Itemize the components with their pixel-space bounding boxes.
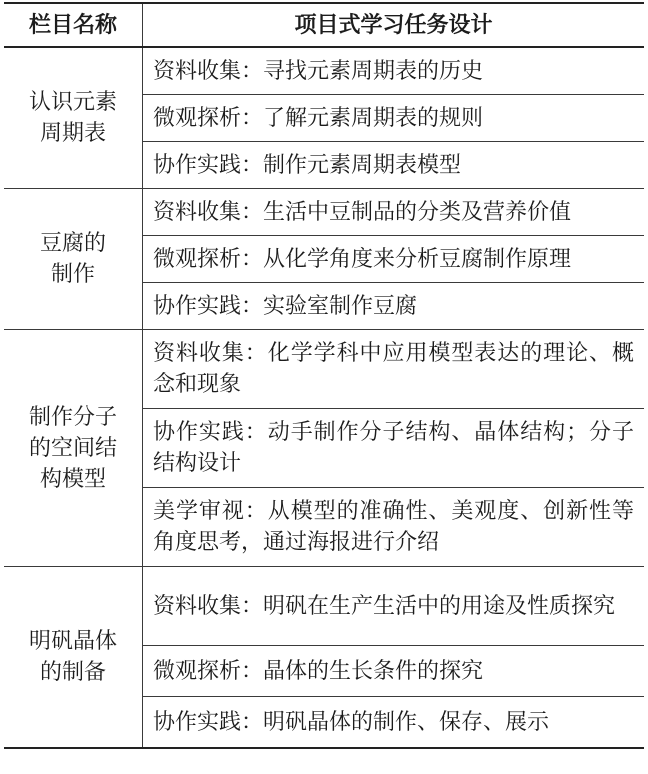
task-cell: 协作实践：制作元素周期表模型 (143, 142, 645, 189)
section-name: 制作分子的空间结构模型 (4, 330, 143, 567)
header-task-design: 项目式学习任务设计 (143, 3, 645, 47)
table-row (4, 189, 644, 236)
task-design-table-wrapper (4, 2, 644, 749)
table-row (4, 47, 644, 95)
task-cell: 协作实践：明矾晶体的制作、保存、展示 (143, 697, 645, 749)
task-cell: 微观探析：从化学角度来分析豆腐制作原理 (143, 236, 645, 283)
task-cell: 美学审视：从模型的准确性、美观度、创新性等角度思考，通过海报进行介绍 (143, 488, 645, 567)
task-cell: 资料收集：生活中豆制品的分类及营养价值 (143, 189, 645, 236)
task-cell: 微观探析：了解元素周期表的规则 (143, 95, 645, 142)
task-cell: 协作实践：实验室制作豆腐 (143, 283, 645, 330)
section-name: 豆腐的制作 (4, 189, 143, 330)
task-cell: 资料收集：化学学科中应用模型表达的理论、概念和现象 (143, 330, 645, 409)
task-cell: 资料收集：明矾在生产生活中的用途及性质探究 (143, 567, 645, 646)
header-column-name: 栏目名称 (4, 3, 143, 47)
section-name: 明矾晶体的制备 (4, 567, 143, 749)
task-cell: 资料收集：寻找元素周期表的历史 (143, 47, 645, 95)
task-cell: 微观探析：晶体的生长条件的探究 (143, 646, 645, 697)
task-cell: 协作实践：动手制作分子结构、晶体结构；分子结构设计 (143, 409, 645, 488)
header-row (4, 3, 644, 47)
task-design-table (4, 2, 644, 749)
table-row (4, 567, 644, 646)
section-name: 认识元素周期表 (4, 47, 143, 189)
table-row (4, 330, 644, 409)
